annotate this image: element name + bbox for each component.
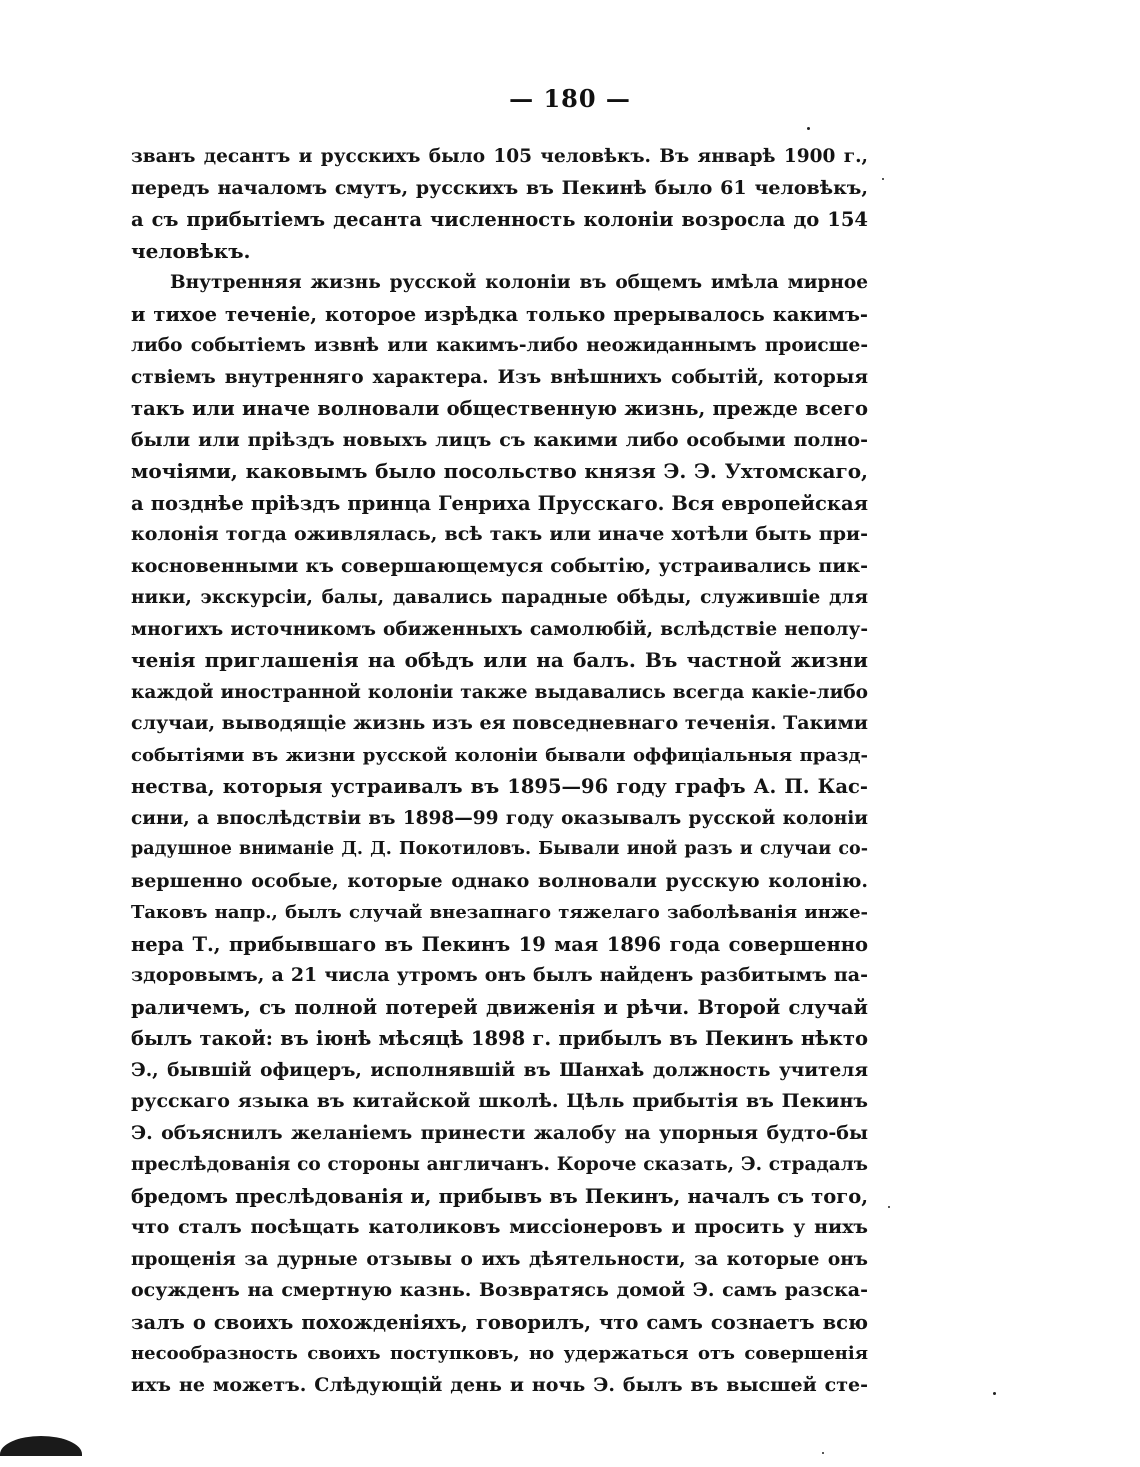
text-line: несообразность своихъ поступковъ, но удержаться отъ совершенія: [131, 1343, 868, 1364]
text-line: случаи, выводящіе жизнь изъ ея повседневнаго теченія. Такими: [131, 712, 868, 734]
text-line: колонія тогда оживлялась, всѣ такъ или иначе хотѣли быть при-: [131, 523, 868, 545]
text-line: многихъ источникомъ обиженныхъ самолюбій, вслѣдствіе неполу-: [131, 618, 868, 640]
text-line: былъ такой: въ іюнѣ мѣсяцѣ 1898 г. прибылъ въ Пекинъ нѣкто: [131, 1027, 868, 1050]
text-line: русскаго языка въ китайской школѣ. Цѣль прибытія въ Пекинъ: [131, 1090, 868, 1112]
text-line: вершенно особые, которые однако волновали русскую колонію.: [131, 869, 868, 892]
text-line: залъ о своихъ похожденіяхъ, говорилъ, что самъ сознаетъ всю: [131, 1310, 868, 1334]
scan-edge-blot: [0, 1436, 82, 1456]
scan-speck: [888, 1206, 890, 1208]
text-line: раличемъ, съ полной потерей движенія и рѣчи. Второй случай: [131, 995, 868, 1019]
text-line: здоровымъ, а 21 числа утромъ онъ былъ найденъ разбитымъ па-: [131, 964, 868, 986]
scan-speck: [993, 1392, 996, 1395]
text-line: такъ или иначе волновали общественную жизнь, прежде всего: [131, 397, 868, 420]
text-line: ники, экскурсіи, балы, давались парадные обѣды, служившіе для: [131, 587, 868, 608]
text-line: событіями въ жизни русской колоніи бывали оффиціальныя празд-: [131, 744, 868, 766]
text-line: ствіемъ внутренняго характера. Изъ внѣшнихъ событій, которыя: [131, 366, 868, 388]
text-line: нества, которыя устраивалъ въ 1895—96 году графъ А. П. Кас-: [131, 775, 868, 798]
text-line: сини, а впослѣдствіи въ 1898—99 году оказывалъ русской колоніи: [131, 807, 868, 829]
text-line: а позднѣе пріѣздъ принца Генриха Прусскаго. Вся европейская: [131, 491, 868, 515]
text-line: и тихое теченіе, которое изрѣдка только прерывалось какимъ-: [131, 302, 868, 326]
scan-speck: [822, 1452, 824, 1454]
text-line: ихъ не можетъ. Слѣдующій день и ночь Э. былъ въ высшей сте-: [131, 1373, 868, 1396]
text-line: бредомъ преслѣдованія и, прибывъ въ Пекинъ, началъ съ того,: [131, 1184, 868, 1208]
text-line: нера Т., прибывшаго въ Пекинъ 19 мая 1896 года совершенно: [131, 932, 868, 956]
text-line: каждой иностранной колоніи также выдавались всегда какіе-либо: [131, 681, 868, 703]
text-line: званъ десантъ и русскихъ было 105 человѣкъ. Въ январѣ 1900 г.,: [131, 146, 868, 167]
scan-speck: [807, 127, 810, 130]
text-line: мочіями, каковымъ было посольство князя Э. Э. Ухтомскаго,: [131, 459, 868, 483]
text-line: были или пріѣздъ новыхъ лицъ съ какими либо особыми полно-: [131, 428, 868, 451]
text-line: передъ началомъ смутъ, русскихъ въ Пекинѣ было 61 человѣкъ,: [131, 176, 868, 199]
text-line: либо событіемъ извнѣ или какимъ-либо неожиданнымъ происше-: [131, 335, 868, 356]
text-line: прощенія за дурные отзывы о ихъ дѣятельности, за которые онъ: [131, 1248, 868, 1270]
text-line: радушное вниманіе Д. Д. Покотиловъ. Бывали иной разъ и случаи со-: [131, 839, 868, 859]
text-line: Таковъ напр., былъ случай внезапнаго тяжелаго заболѣванія инже-: [131, 902, 868, 923]
text-line: Э. объяснилъ желаніемъ принести жалобу на упорныя будто-бы: [131, 1121, 868, 1144]
text-line: Э., бывшій офицеръ, исполнявшій въ Шанхаѣ должность учителя: [131, 1059, 868, 1081]
page-number: — 180 —: [509, 84, 631, 113]
text-line: ченія приглашенія на обѣдъ или на балъ. Въ частной жизни: [131, 648, 868, 672]
body-text: [131, 141, 868, 1401]
text-line: осужденъ на смертную казнь. Возвратясь домой Э. самъ разска-: [131, 1279, 868, 1301]
text-line: Внутренняя жизнь русской колоніи въ общемъ имѣла мирное: [170, 272, 868, 293]
text-line: а съ прибытіемъ десанта численность колоніи возросла до 154: [131, 208, 868, 231]
text-line: человѣкъ.: [131, 238, 251, 263]
scan-speck: [882, 178, 884, 180]
text-line: косновенными къ совершающемуся событію, устраивались пик-: [131, 554, 868, 577]
text-line: преслѣдованія со стороны англичанъ. Короче сказать, Э. страдалъ: [131, 1154, 868, 1175]
text-line: что сталъ посѣщать католиковъ миссіонеровъ и просить у нихъ: [131, 1216, 868, 1238]
